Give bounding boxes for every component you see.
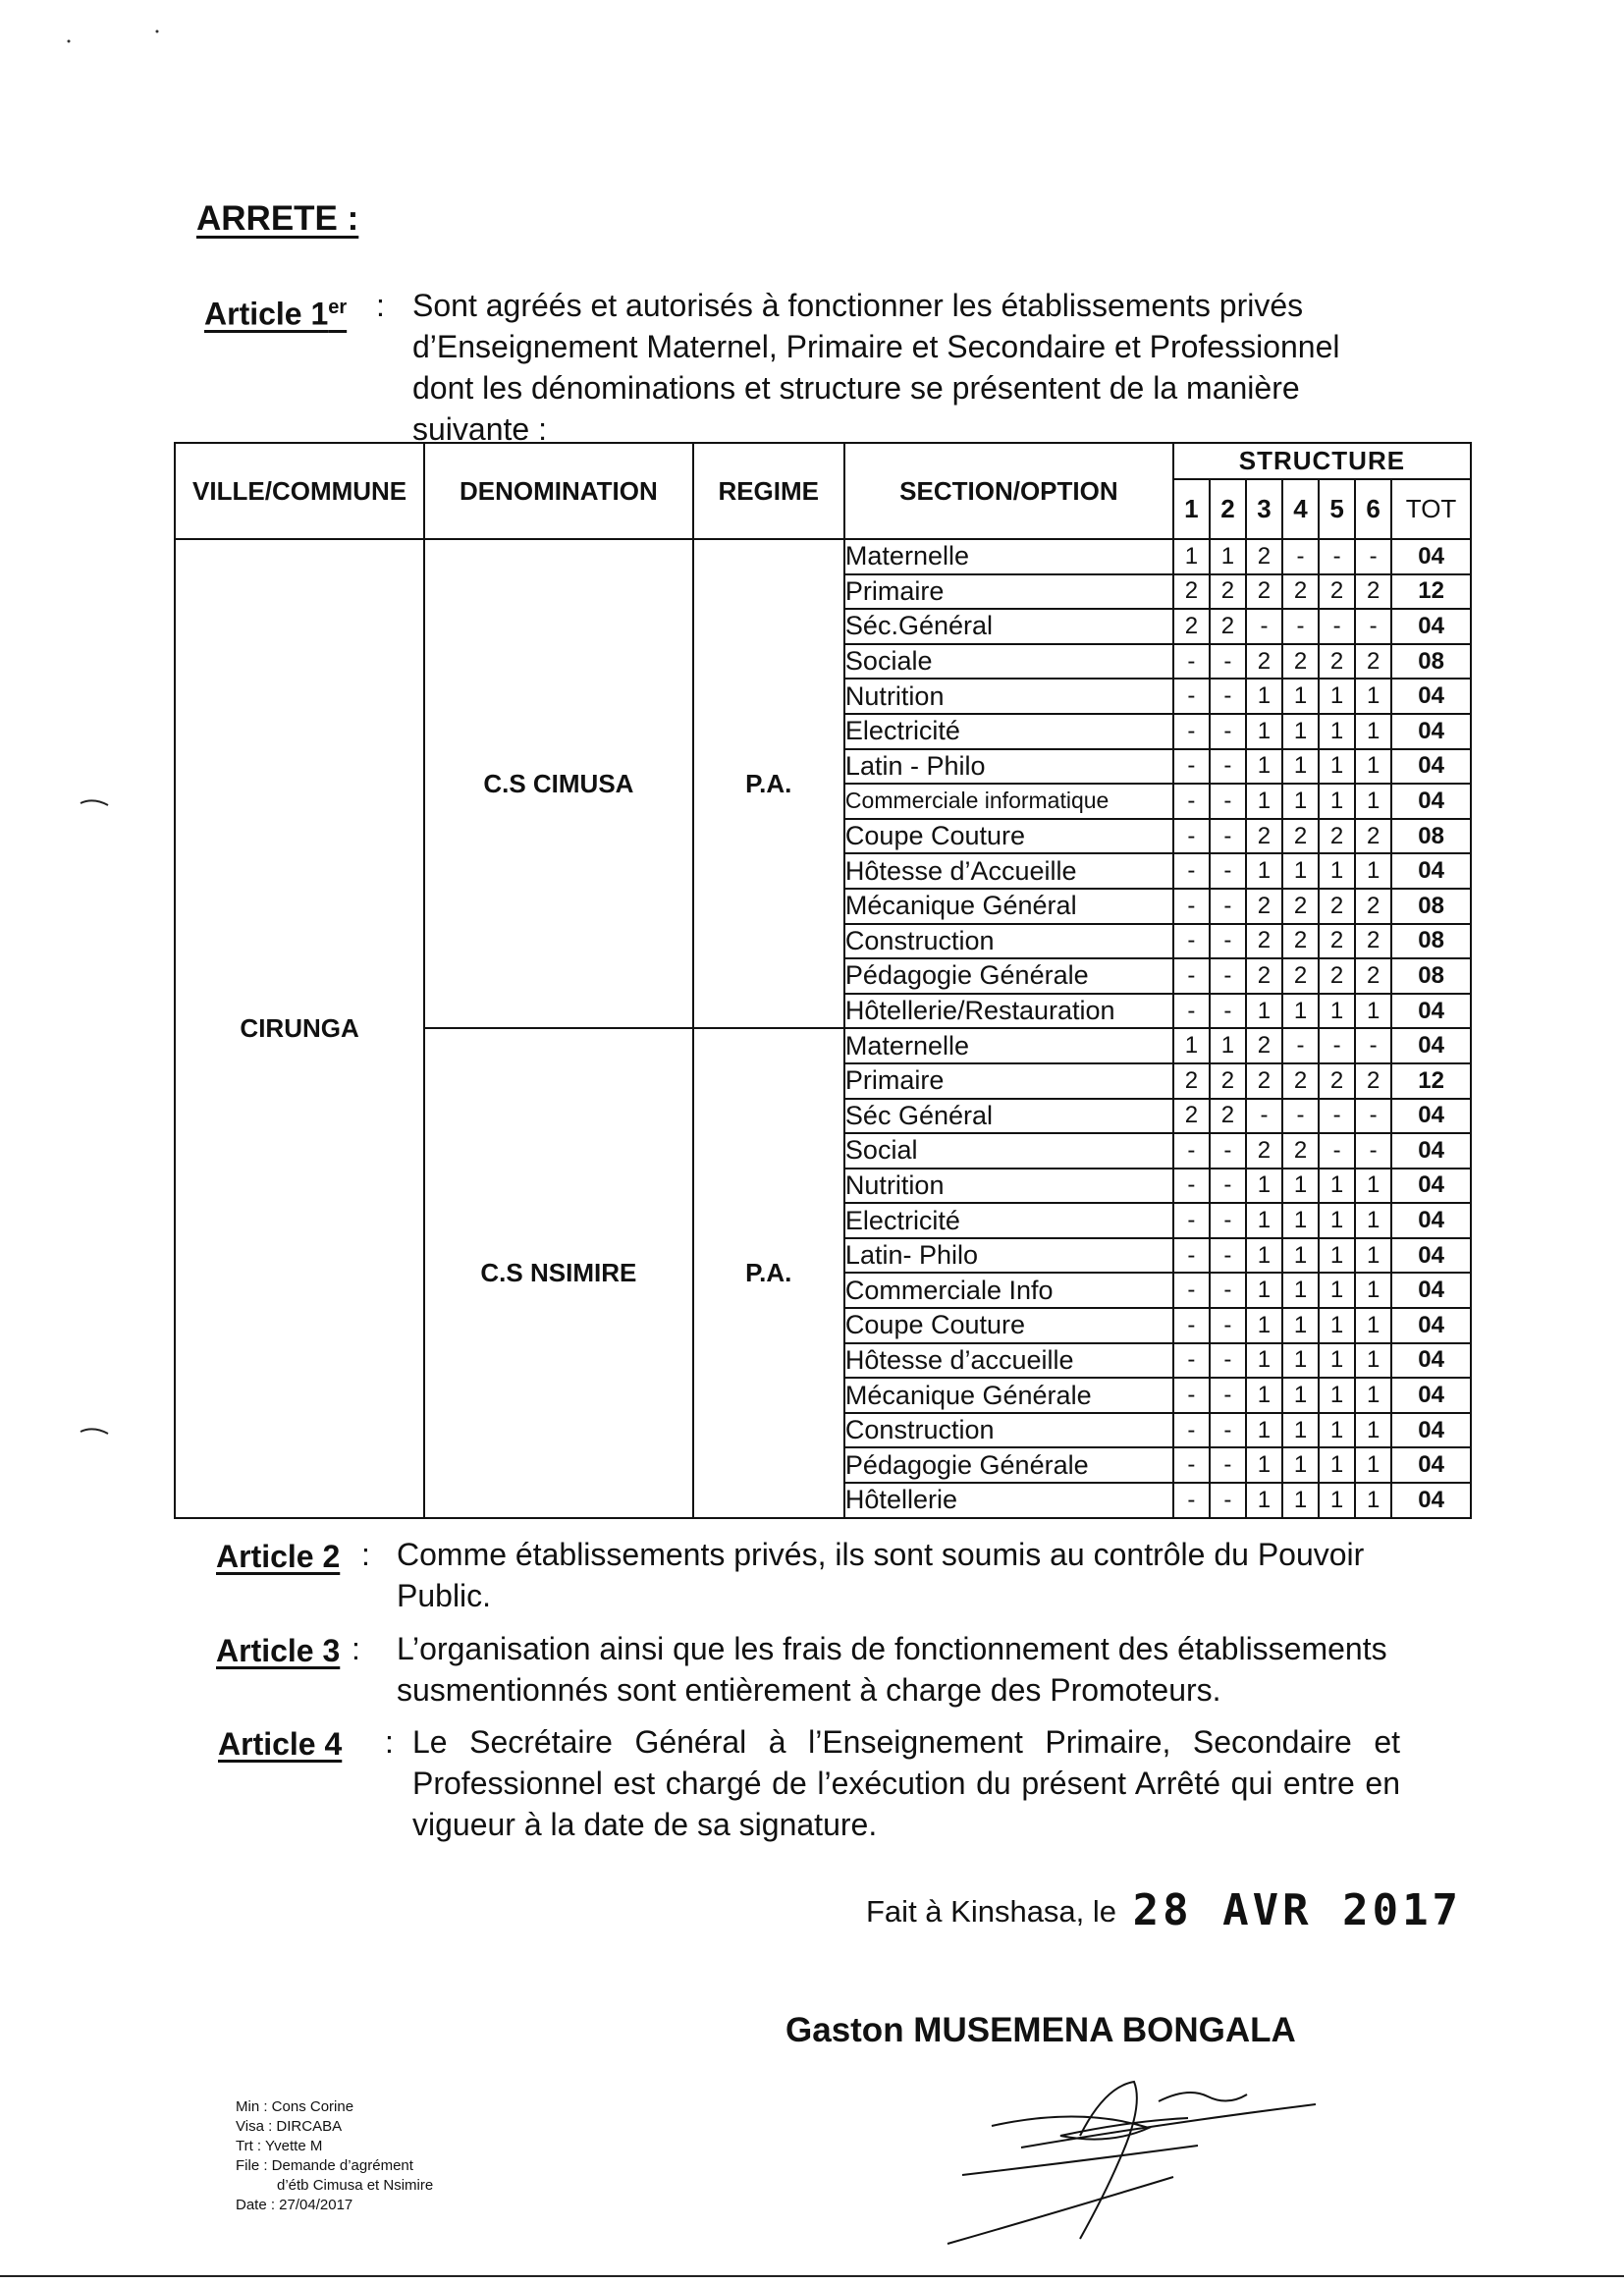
total-cell: 04 xyxy=(1391,1447,1471,1483)
structure-cell-2: 2 xyxy=(1210,574,1246,610)
structure-cell-1: - xyxy=(1173,1169,1210,1204)
structure-cell-6: 1 xyxy=(1355,714,1391,749)
table-body xyxy=(175,539,1471,1518)
structure-cell-3: 1 xyxy=(1246,784,1282,819)
total-cell: 12 xyxy=(1391,1063,1471,1099)
structure-cell-3: 2 xyxy=(1246,819,1282,854)
structure-cell-6: - xyxy=(1355,1133,1391,1169)
structure-cell-1: - xyxy=(1173,714,1210,749)
structure-cell-1: - xyxy=(1173,994,1210,1029)
structure-cell-4: 2 xyxy=(1282,889,1319,924)
structure-cell-1: 2 xyxy=(1173,1063,1210,1099)
structure-cell-6: 1 xyxy=(1355,679,1391,714)
structure-cell-3: 1 xyxy=(1246,1447,1282,1483)
structure-cell-3: 1 xyxy=(1246,1203,1282,1238)
structure-cell-1: - xyxy=(1173,889,1210,924)
section-cell: Sociale xyxy=(844,644,1173,680)
structure-cell-6: 2 xyxy=(1355,574,1391,610)
section-cell: Mécanique Général xyxy=(844,889,1173,924)
section-cell: Latin - Philo xyxy=(844,749,1173,785)
structure-cell-3: 2 xyxy=(1246,644,1282,680)
structure-cell-5: 2 xyxy=(1319,958,1355,994)
structure-cell-5: - xyxy=(1319,1133,1355,1169)
article-1-colon: : xyxy=(376,288,385,323)
structure-cell-4: 1 xyxy=(1282,1238,1319,1274)
structure-cell-4: 2 xyxy=(1282,924,1319,959)
total-cell: 04 xyxy=(1391,994,1471,1029)
total-cell: 04 xyxy=(1391,539,1471,574)
structure-cell-5: - xyxy=(1319,1028,1355,1063)
structure-cell-2: - xyxy=(1210,1413,1246,1448)
header-ville: VILLE/COMMUNE xyxy=(175,443,424,539)
structure-cell-2: - xyxy=(1210,889,1246,924)
header-section: SECTION/OPTION xyxy=(844,443,1173,539)
structure-cell-1: - xyxy=(1173,749,1210,785)
place-text: Fait à Kinshasa, le xyxy=(866,1894,1117,1929)
structure-cell-3: 2 xyxy=(1246,1133,1282,1169)
structure-cell-1: - xyxy=(1173,853,1210,889)
structure-cell-3: 1 xyxy=(1246,1238,1282,1274)
structure-cell-2: - xyxy=(1210,1238,1246,1274)
denomination-cell: C.S CIMUSA xyxy=(424,539,692,1028)
structure-cell-1: 1 xyxy=(1173,1028,1210,1063)
structure-cell-2: - xyxy=(1210,924,1246,959)
total-cell: 04 xyxy=(1391,853,1471,889)
article-1-text: Sont agréés et autorisés à fonctionner les établissements privés d’Enseignement Maternel, Primaire et Secondaire et Professionnel dont les dénominations et structure se présentent de la manière suivante : xyxy=(412,288,1340,447)
article-4 xyxy=(218,1721,1426,1845)
structure-cell-1: - xyxy=(1173,1378,1210,1413)
structure-cell-6: 2 xyxy=(1355,644,1391,680)
structure-cell-1: 2 xyxy=(1173,574,1210,610)
structure-cell-4: 1 xyxy=(1282,679,1319,714)
total-cell: 04 xyxy=(1391,1308,1471,1343)
structure-cell-5: - xyxy=(1319,539,1355,574)
structure-cell-4: 1 xyxy=(1282,749,1319,785)
decree-heading: ARRETE : xyxy=(196,199,359,238)
structure-cell-6: 1 xyxy=(1355,1483,1391,1518)
header-col-1: 1 xyxy=(1173,479,1210,539)
structure-cell-2: 2 xyxy=(1210,1099,1246,1134)
structure-cell-6: 2 xyxy=(1355,1063,1391,1099)
structure-cell-3: 1 xyxy=(1246,1343,1282,1379)
structure-cell-3: 1 xyxy=(1246,1378,1282,1413)
structure-cell-5: 2 xyxy=(1319,889,1355,924)
footer-file-cont: d’étb Cimusa et Nsimire xyxy=(277,2177,434,2194)
structure-cell-1: - xyxy=(1173,1238,1210,1274)
structure-cell-6: 1 xyxy=(1355,749,1391,785)
structure-cell-2: - xyxy=(1210,1308,1246,1343)
regime-cell: P.A. xyxy=(693,1028,844,1517)
structure-cell-3: 1 xyxy=(1246,1483,1282,1518)
article-4-label: Article 4 xyxy=(218,1726,343,1762)
total-cell: 08 xyxy=(1391,644,1471,680)
structure-cell-3: - xyxy=(1246,1099,1282,1134)
structure-cell-6: 1 xyxy=(1355,853,1391,889)
section-cell: Primaire xyxy=(844,574,1173,610)
total-cell: 04 xyxy=(1391,1378,1471,1413)
structure-cell-2: 2 xyxy=(1210,1063,1246,1099)
structure-cell-3: 2 xyxy=(1246,924,1282,959)
structure-cell-2: 1 xyxy=(1210,1028,1246,1063)
article-3-text: L’organisation ainsi que les frais de fonctionnement des établissements susmentionnés sont entièrement à charge des Promoteurs. xyxy=(397,1631,1387,1708)
section-cell: Coupe Couture xyxy=(844,1308,1173,1343)
structure-cell-1: - xyxy=(1173,784,1210,819)
section-cell: Hôtellerie xyxy=(844,1483,1173,1518)
structure-cell-4: 2 xyxy=(1282,1063,1319,1099)
structure-cell-4: 1 xyxy=(1282,1483,1319,1518)
structure-cell-2: - xyxy=(1210,749,1246,785)
structure-cell-4: 1 xyxy=(1282,1169,1319,1204)
structure-cell-3: 1 xyxy=(1246,1308,1282,1343)
header-regime: REGIME xyxy=(693,443,844,539)
structure-cell-3: 1 xyxy=(1246,679,1282,714)
structure-cell-4: - xyxy=(1282,539,1319,574)
article-2-text: Comme établissements privés, ils sont soumis au contrôle du Pouvoir Public. xyxy=(397,1537,1365,1613)
structure-table xyxy=(174,442,1472,1519)
scan-mark xyxy=(81,800,108,805)
total-cell: 04 xyxy=(1391,1028,1471,1063)
section-cell: Social xyxy=(844,1133,1173,1169)
structure-cell-2: - xyxy=(1210,1203,1246,1238)
structure-cell-5: 1 xyxy=(1319,853,1355,889)
signer-name: Gaston MUSEMENA BONGALA xyxy=(785,2011,1296,2049)
structure-cell-1: - xyxy=(1173,1133,1210,1169)
structure-cell-5: 1 xyxy=(1319,1483,1355,1518)
structure-cell-5: 2 xyxy=(1319,924,1355,959)
section-cell: Electricité xyxy=(844,1203,1173,1238)
footer-min: Min : Cons Corine xyxy=(236,2098,354,2115)
section-cell: Hôtesse d’accueille xyxy=(844,1343,1173,1379)
article-3-colon: : xyxy=(352,1631,360,1666)
structure-cell-5: 1 xyxy=(1319,1413,1355,1448)
total-cell: 12 xyxy=(1391,574,1471,610)
section-cell: Latin- Philo xyxy=(844,1238,1173,1274)
total-cell: 04 xyxy=(1391,1099,1471,1134)
structure-cell-1: - xyxy=(1173,1413,1210,1448)
structure-cell-3: 1 xyxy=(1246,1413,1282,1448)
structure-cell-5: 1 xyxy=(1319,1273,1355,1308)
structure-cell-5: - xyxy=(1319,1099,1355,1134)
structure-cell-2: - xyxy=(1210,958,1246,994)
header-col-5: 5 xyxy=(1319,479,1355,539)
structure-cell-1: 1 xyxy=(1173,539,1210,574)
structure-cell-2: - xyxy=(1210,1133,1246,1169)
header-denomination: DENOMINATION xyxy=(424,443,692,539)
footer-date: Date : 27/04/2017 xyxy=(236,2197,353,2213)
structure-cell-2: - xyxy=(1210,1378,1246,1413)
total-cell: 04 xyxy=(1391,1203,1471,1238)
section-cell: Hôtellerie/Restauration xyxy=(844,994,1173,1029)
structure-cell-6: 1 xyxy=(1355,1413,1391,1448)
total-cell: 08 xyxy=(1391,819,1471,854)
structure-cell-3: 1 xyxy=(1246,749,1282,785)
total-cell: 08 xyxy=(1391,889,1471,924)
structure-cell-3: 2 xyxy=(1246,1063,1282,1099)
structure-cell-4: 2 xyxy=(1282,574,1319,610)
structure-cell-6: 2 xyxy=(1355,889,1391,924)
structure-cell-2: - xyxy=(1210,1447,1246,1483)
structure-cell-5: 2 xyxy=(1319,819,1355,854)
structure-cell-3: 2 xyxy=(1246,539,1282,574)
structure-cell-2: - xyxy=(1210,1483,1246,1518)
article-2-colon: : xyxy=(361,1537,370,1572)
structure-cell-1: - xyxy=(1173,819,1210,854)
structure-cell-5: 1 xyxy=(1319,1169,1355,1204)
section-cell: Nutrition xyxy=(844,679,1173,714)
structure-cell-1: - xyxy=(1173,924,1210,959)
structure-cell-5: 1 xyxy=(1319,1378,1355,1413)
structure-cell-4: 2 xyxy=(1282,958,1319,994)
article-3-label: Article 3 xyxy=(216,1633,341,1668)
header-col-6: 6 xyxy=(1355,479,1391,539)
article-4-text: Le Secrétaire Général à l’Enseignement Primaire, Secondaire et Professionnel est chargé de l’exécution du présent Arrêté qui entre en vigueur à la date de sa signature. xyxy=(412,1724,1400,1842)
section-cell: Séc.Général xyxy=(844,609,1173,644)
structure-cell-5: 2 xyxy=(1319,1063,1355,1099)
article-2-label: Article 2 xyxy=(216,1539,341,1574)
structure-cell-3: 2 xyxy=(1246,1028,1282,1063)
structure-cell-4: 1 xyxy=(1282,784,1319,819)
section-cell: Coupe Couture xyxy=(844,819,1173,854)
structure-cell-6: 2 xyxy=(1355,958,1391,994)
total-cell: 04 xyxy=(1391,1273,1471,1308)
structure-cell-1: - xyxy=(1173,958,1210,994)
structure-cell-2: - xyxy=(1210,644,1246,680)
structure-cell-6: - xyxy=(1355,539,1391,574)
header-col-2: 2 xyxy=(1210,479,1246,539)
structure-cell-1: 2 xyxy=(1173,609,1210,644)
structure-cell-6: 1 xyxy=(1355,1447,1391,1483)
article-2 xyxy=(216,1534,1424,1616)
structure-cell-5: 1 xyxy=(1319,1308,1355,1343)
structure-cell-1: - xyxy=(1173,1483,1210,1518)
structure-cell-4: 2 xyxy=(1282,1133,1319,1169)
structure-cell-1: - xyxy=(1173,679,1210,714)
structure-cell-5: 2 xyxy=(1319,644,1355,680)
structure-cell-2: - xyxy=(1210,679,1246,714)
structure-cell-5: 1 xyxy=(1319,714,1355,749)
structure-cell-2: 1 xyxy=(1210,539,1246,574)
structure-cell-4: 1 xyxy=(1282,853,1319,889)
structure-cell-4: 1 xyxy=(1282,1273,1319,1308)
article-1 xyxy=(204,285,1412,447)
structure-cell-4: 1 xyxy=(1282,1378,1319,1413)
structure-cell-3: 1 xyxy=(1246,853,1282,889)
section-cell: Hôtesse d’Accueille xyxy=(844,853,1173,889)
total-cell: 04 xyxy=(1391,1483,1471,1518)
section-cell: Pédagogie Générale xyxy=(844,958,1173,994)
structure-cell-1: - xyxy=(1173,1308,1210,1343)
structure-cell-6: 1 xyxy=(1355,1203,1391,1238)
file-reference xyxy=(236,2097,433,2215)
structure-cell-2: - xyxy=(1210,714,1246,749)
section-cell: Pédagogie Générale xyxy=(844,1447,1173,1483)
table-row xyxy=(175,539,1471,574)
structure-cell-2: - xyxy=(1210,784,1246,819)
total-cell: 04 xyxy=(1391,609,1471,644)
structure-cell-1: - xyxy=(1173,1273,1210,1308)
section-cell: Commerciale informatique xyxy=(844,784,1173,819)
structure-cell-4: 1 xyxy=(1282,994,1319,1029)
structure-cell-4: 1 xyxy=(1282,714,1319,749)
total-cell: 08 xyxy=(1391,958,1471,994)
structure-cell-6: - xyxy=(1355,1099,1391,1134)
header-col-4: 4 xyxy=(1282,479,1319,539)
total-cell: 04 xyxy=(1391,749,1471,785)
structure-cell-3: 1 xyxy=(1246,1169,1282,1204)
structure-cell-3: - xyxy=(1246,609,1282,644)
structure-cell-1: 2 xyxy=(1173,1099,1210,1134)
structure-cell-6: 1 xyxy=(1355,1238,1391,1274)
structure-cell-1: - xyxy=(1173,1343,1210,1379)
structure-cell-2: - xyxy=(1210,819,1246,854)
total-cell: 04 xyxy=(1391,1343,1471,1379)
total-cell: 04 xyxy=(1391,784,1471,819)
section-cell: Nutrition xyxy=(844,1169,1173,1204)
total-cell: 08 xyxy=(1391,924,1471,959)
total-cell: 04 xyxy=(1391,714,1471,749)
structure-cell-6: - xyxy=(1355,609,1391,644)
section-cell: Construction xyxy=(844,924,1173,959)
structure-cell-5: 2 xyxy=(1319,574,1355,610)
section-cell: Electricité xyxy=(844,714,1173,749)
structure-cell-6: 2 xyxy=(1355,819,1391,854)
header-col-3: 3 xyxy=(1246,479,1282,539)
header-tot: TOT xyxy=(1391,479,1471,539)
structure-cell-4: 2 xyxy=(1282,644,1319,680)
structure-cell-6: 1 xyxy=(1355,1169,1391,1204)
total-cell: 04 xyxy=(1391,1238,1471,1274)
structure-cell-5: 1 xyxy=(1319,749,1355,785)
footer-file: File : Demande d’agrément xyxy=(236,2157,413,2174)
section-cell: Mécanique Générale xyxy=(844,1378,1173,1413)
structure-cell-4: - xyxy=(1282,1099,1319,1134)
footer-trt: Trt : Yvette M xyxy=(236,2138,323,2154)
structure-cell-6: 2 xyxy=(1355,924,1391,959)
handwritten-signature xyxy=(933,2067,1375,2263)
structure-cell-2: - xyxy=(1210,1343,1246,1379)
total-cell: 04 xyxy=(1391,1413,1471,1448)
structure-cell-1: - xyxy=(1173,1447,1210,1483)
structure-cell-5: - xyxy=(1319,609,1355,644)
structure-cell-4: - xyxy=(1282,1028,1319,1063)
structure-cell-4: 1 xyxy=(1282,1413,1319,1448)
structure-cell-6: 1 xyxy=(1355,1308,1391,1343)
total-cell: 04 xyxy=(1391,1169,1471,1204)
structure-cell-5: 1 xyxy=(1319,994,1355,1029)
structure-cell-4: - xyxy=(1282,609,1319,644)
ville-cell: CIRUNGA xyxy=(175,539,424,1518)
denomination-cell: C.S NSIMIRE xyxy=(424,1028,692,1517)
structure-cell-6: - xyxy=(1355,1028,1391,1063)
article-1-label: Article 1er xyxy=(204,296,348,332)
structure-cell-6: 1 xyxy=(1355,1343,1391,1379)
scan-mark xyxy=(81,1429,108,1434)
structure-cell-4: 1 xyxy=(1282,1447,1319,1483)
structure-cell-2: 2 xyxy=(1210,609,1246,644)
total-cell: 04 xyxy=(1391,1133,1471,1169)
structure-cell-6: 1 xyxy=(1355,1273,1391,1308)
header-structure: STRUCTURE xyxy=(1173,443,1471,479)
structure-cell-3: 1 xyxy=(1246,994,1282,1029)
section-cell: Primaire xyxy=(844,1063,1173,1099)
structure-cell-2: - xyxy=(1210,1273,1246,1308)
structure-cell-2: - xyxy=(1210,994,1246,1029)
structure-cell-4: 1 xyxy=(1282,1203,1319,1238)
section-cell: Commerciale Info xyxy=(844,1273,1173,1308)
structure-cell-5: 1 xyxy=(1319,1203,1355,1238)
footer-visa: Visa : DIRCABA xyxy=(236,2118,343,2135)
structure-cell-4: 2 xyxy=(1282,819,1319,854)
structure-cell-3: 2 xyxy=(1246,574,1282,610)
date-stamp: 28 AVR 2017 xyxy=(1132,1885,1463,1935)
structure-cell-5: 1 xyxy=(1319,1238,1355,1274)
section-cell: Construction xyxy=(844,1413,1173,1448)
total-cell: 04 xyxy=(1391,679,1471,714)
structure-cell-6: 1 xyxy=(1355,994,1391,1029)
structure-cell-4: 1 xyxy=(1282,1343,1319,1379)
place-date xyxy=(866,1885,1462,1935)
article-3 xyxy=(216,1628,1424,1711)
structure-cell-2: - xyxy=(1210,853,1246,889)
section-cell: Séc Général xyxy=(844,1099,1173,1134)
structure-cell-6: 1 xyxy=(1355,1378,1391,1413)
structure-cell-3: 2 xyxy=(1246,958,1282,994)
structure-cell-5: 1 xyxy=(1319,679,1355,714)
regime-cell: P.A. xyxy=(693,539,844,1028)
structure-cell-1: - xyxy=(1173,644,1210,680)
structure-cell-5: 1 xyxy=(1319,784,1355,819)
section-cell: Maternelle xyxy=(844,1028,1173,1063)
section-cell: Maternelle xyxy=(844,539,1173,574)
article-4-colon: : xyxy=(385,1724,394,1760)
structure-cell-3: 1 xyxy=(1246,1273,1282,1308)
structure-cell-2: - xyxy=(1210,1169,1246,1204)
structure-cell-3: 1 xyxy=(1246,714,1282,749)
structure-cell-6: 1 xyxy=(1355,784,1391,819)
structure-cell-5: 1 xyxy=(1319,1447,1355,1483)
structure-cell-1: - xyxy=(1173,1203,1210,1238)
structure-cell-4: 1 xyxy=(1282,1308,1319,1343)
structure-cell-3: 2 xyxy=(1246,889,1282,924)
structure-cell-5: 1 xyxy=(1319,1343,1355,1379)
